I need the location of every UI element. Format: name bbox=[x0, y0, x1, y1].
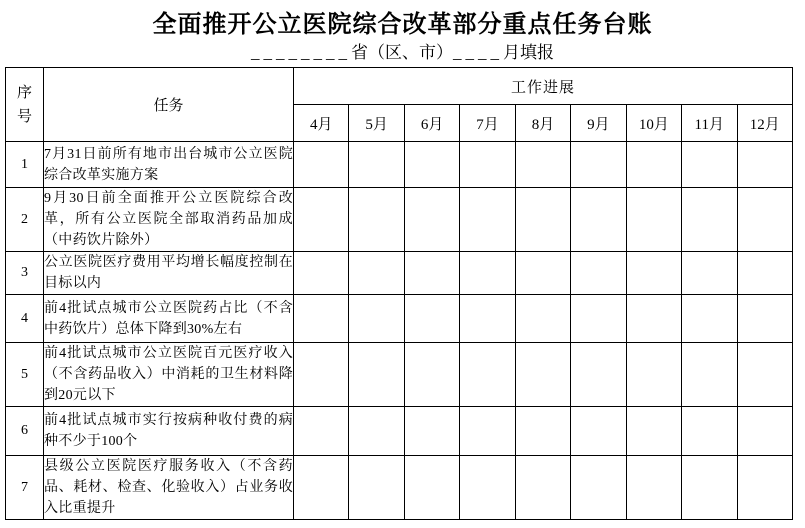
tasks-table bbox=[5, 67, 793, 520]
progress-cell[interactable] bbox=[682, 456, 737, 520]
row-index: 1 bbox=[6, 142, 44, 188]
table-row bbox=[6, 456, 793, 520]
progress-cell[interactable] bbox=[404, 343, 459, 407]
progress-cell[interactable] bbox=[737, 295, 793, 343]
progress-cell[interactable] bbox=[626, 456, 681, 520]
progress-cell[interactable] bbox=[404, 295, 459, 343]
task-cell: 前4批试点城市实行按病种收付费的病种不少于100个 bbox=[44, 407, 294, 456]
subtitle-month-label: 月填报 bbox=[503, 43, 554, 62]
progress-cell[interactable] bbox=[404, 456, 459, 520]
progress-cell[interactable] bbox=[626, 343, 681, 407]
progress-cell[interactable] bbox=[626, 142, 681, 188]
progress-cell[interactable] bbox=[460, 343, 515, 407]
progress-cell[interactable] bbox=[571, 252, 626, 295]
row-index: 7 bbox=[6, 456, 44, 520]
progress-cell[interactable] bbox=[682, 188, 737, 252]
progress-cell[interactable] bbox=[460, 252, 515, 295]
progress-cell[interactable] bbox=[294, 343, 349, 407]
progress-cell[interactable] bbox=[349, 188, 404, 252]
table-row bbox=[6, 343, 793, 407]
progress-cell[interactable] bbox=[571, 142, 626, 188]
column-header-month-5: 5月 bbox=[349, 105, 404, 142]
progress-cell[interactable] bbox=[294, 407, 349, 456]
progress-cell[interactable] bbox=[515, 407, 570, 456]
progress-cell[interactable] bbox=[682, 343, 737, 407]
table-row bbox=[6, 252, 793, 295]
task-cell: 县级公立医院医疗服务收入（不含药品、耗材、检查、化验收入）占业务收入比重提升 bbox=[44, 456, 294, 520]
progress-cell[interactable] bbox=[571, 343, 626, 407]
progress-cell[interactable] bbox=[682, 295, 737, 343]
progress-cell[interactable] bbox=[460, 407, 515, 456]
progress-cell[interactable] bbox=[349, 142, 404, 188]
progress-cell[interactable] bbox=[626, 295, 681, 343]
progress-cell[interactable] bbox=[349, 343, 404, 407]
progress-cell[interactable] bbox=[737, 142, 793, 188]
column-header-month-4: 4月 bbox=[294, 105, 349, 142]
subtitle bbox=[0, 43, 805, 63]
progress-cell[interactable] bbox=[515, 188, 570, 252]
column-header-month-7: 7月 bbox=[460, 105, 515, 142]
progress-cell[interactable] bbox=[404, 407, 459, 456]
progress-cell[interactable] bbox=[515, 456, 570, 520]
row-index: 6 bbox=[6, 407, 44, 456]
row-index: 2 bbox=[6, 188, 44, 252]
progress-cell[interactable] bbox=[404, 142, 459, 188]
progress-cell[interactable] bbox=[571, 456, 626, 520]
table-row bbox=[6, 188, 793, 252]
progress-cell[interactable] bbox=[404, 188, 459, 252]
column-header-index-label: 序号 bbox=[16, 84, 32, 125]
column-header-progress: 工作进展 bbox=[294, 68, 793, 105]
row-index: 3 bbox=[6, 252, 44, 295]
progress-cell[interactable] bbox=[294, 456, 349, 520]
progress-cell[interactable] bbox=[571, 295, 626, 343]
table-row bbox=[6, 295, 793, 343]
row-index: 4 bbox=[6, 295, 44, 343]
progress-cell[interactable] bbox=[515, 252, 570, 295]
progress-cell[interactable] bbox=[515, 142, 570, 188]
progress-cell[interactable] bbox=[515, 343, 570, 407]
progress-cell[interactable] bbox=[349, 407, 404, 456]
month-blank-field[interactable]: ____ bbox=[453, 43, 503, 62]
progress-cell[interactable] bbox=[626, 188, 681, 252]
progress-cell[interactable] bbox=[460, 142, 515, 188]
page-title: 全面推开公立医院综合改革部分重点任务台账 bbox=[152, 12, 653, 38]
progress-cell[interactable] bbox=[294, 142, 349, 188]
progress-cell[interactable] bbox=[626, 252, 681, 295]
task-cell: 公立医院医疗费用平均增长幅度控制在目标以内 bbox=[44, 252, 294, 295]
progress-cell[interactable] bbox=[737, 343, 793, 407]
province-blank-field[interactable]: ________ bbox=[251, 43, 351, 62]
progress-cell[interactable] bbox=[737, 407, 793, 456]
table-row bbox=[6, 407, 793, 456]
column-header-month-9: 9月 bbox=[571, 105, 626, 142]
progress-cell[interactable] bbox=[571, 188, 626, 252]
progress-cell[interactable] bbox=[737, 188, 793, 252]
column-header-month-12: 12月 bbox=[737, 105, 793, 142]
progress-cell[interactable] bbox=[294, 295, 349, 343]
progress-cell[interactable] bbox=[349, 295, 404, 343]
column-header-month-8: 8月 bbox=[515, 105, 570, 142]
table-row bbox=[6, 142, 793, 188]
header-row-top bbox=[6, 68, 793, 105]
progress-cell[interactable] bbox=[737, 252, 793, 295]
task-cell: 前4批试点城市公立医院药占比（不含中药饮片）总体下降到30%左右 bbox=[44, 295, 294, 343]
progress-cell[interactable] bbox=[460, 295, 515, 343]
progress-cell[interactable] bbox=[404, 252, 459, 295]
progress-cell[interactable] bbox=[515, 295, 570, 343]
column-header-task: 任务 bbox=[44, 68, 294, 142]
task-cell: 前4批试点城市公立医院百元医疗收入（不含药品收入）中消耗的卫生材料降到20元以下 bbox=[44, 343, 294, 407]
column-header-index bbox=[6, 68, 44, 142]
progress-cell[interactable] bbox=[737, 456, 793, 520]
progress-cell[interactable] bbox=[294, 252, 349, 295]
progress-cell[interactable] bbox=[349, 456, 404, 520]
progress-cell[interactable] bbox=[682, 142, 737, 188]
progress-cell[interactable] bbox=[682, 252, 737, 295]
task-cell: 7月31日前所有地市出台城市公立医院综合改革实施方案 bbox=[44, 142, 294, 188]
progress-cell[interactable] bbox=[460, 188, 515, 252]
subtitle-province-label: 省（区、市） bbox=[351, 43, 453, 62]
task-cell: 9月30日前全面推开公立医院综合改革，所有公立医院全部取消药品加成（中药饮片除外） bbox=[44, 188, 294, 252]
progress-cell[interactable] bbox=[460, 456, 515, 520]
progress-cell[interactable] bbox=[349, 252, 404, 295]
column-header-month-6: 6月 bbox=[404, 105, 459, 142]
progress-cell[interactable] bbox=[294, 188, 349, 252]
column-header-month-10: 10月 bbox=[626, 105, 681, 142]
row-index: 5 bbox=[6, 343, 44, 407]
progress-cell[interactable] bbox=[682, 407, 737, 456]
progress-cell[interactable] bbox=[626, 407, 681, 456]
column-header-month-11: 11月 bbox=[682, 105, 737, 142]
progress-cell[interactable] bbox=[571, 407, 626, 456]
